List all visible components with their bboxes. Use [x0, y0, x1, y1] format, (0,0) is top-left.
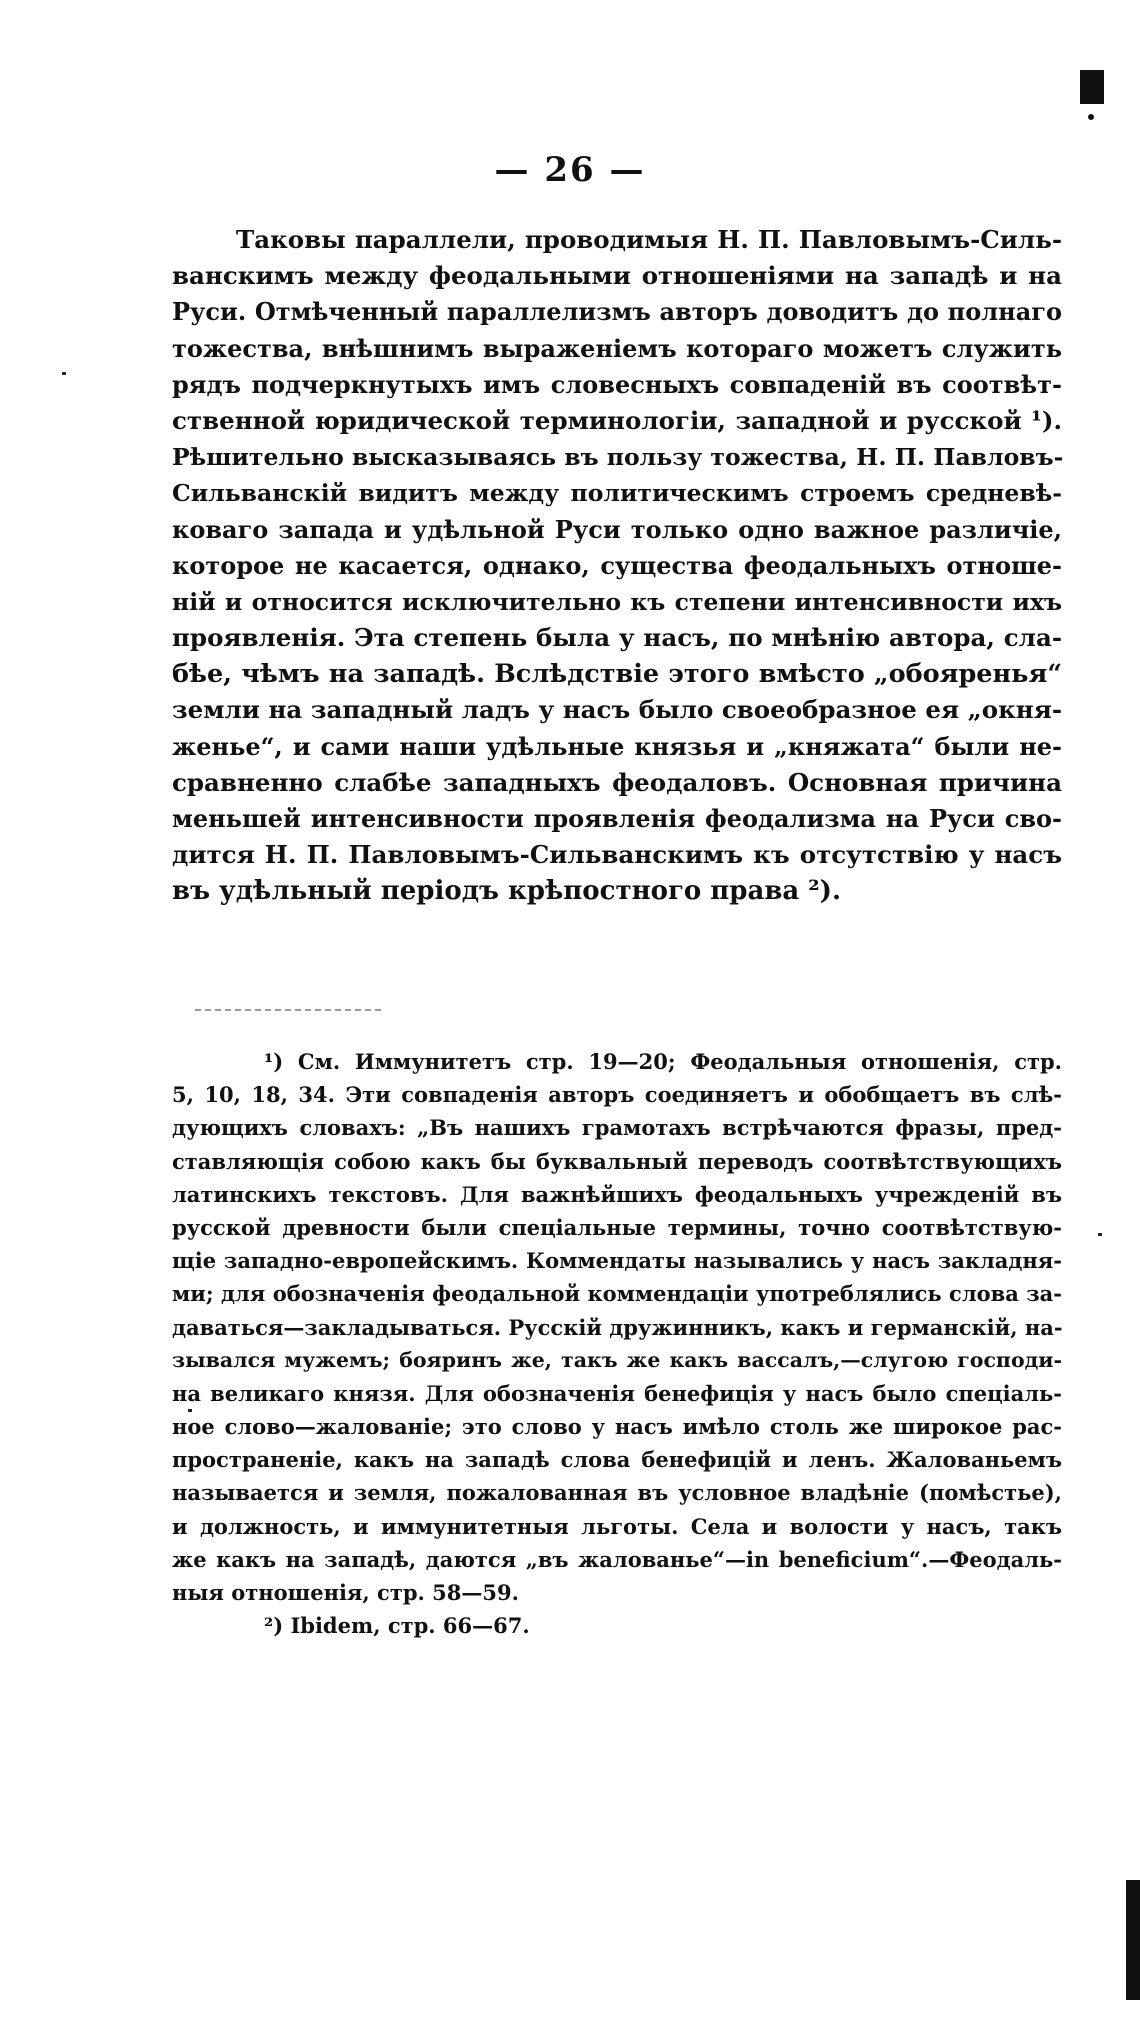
text-line: которое не касается, однако, существа феодальныхъ отноше-	[172, 550, 1062, 580]
main-paragraph	[172, 222, 1062, 910]
text-line: Таковы параллели, проводимыя Н. П. Павловымъ-Силь-	[236, 225, 1062, 254]
footnote-line: на великаго князя. Для обозначенія бенефиція у насъ было спеціаль-	[172, 1380, 1062, 1406]
footnote-line: ное слово—жалованіе; это слово у насъ имѣло столь же широкое рас-	[172, 1414, 1062, 1440]
footnote-line: зывался мужемъ; бояринъ же, такъ же какъ вассалъ,—слугою господи-	[172, 1347, 1062, 1372]
footnote-line: пространеніе, какъ на западѣ слова бенефицій и ленъ. Жалованьемъ	[172, 1447, 1062, 1473]
footnote-line: русской древности были спеціальные термины, точно соотвѣтствую-	[172, 1214, 1062, 1240]
text-line: дится Н. П. Павловымъ-Сильванскимъ къ отсутствію у насъ	[172, 840, 1062, 870]
footnote-line: ¹) См. Иммунитетъ стр. 19—20; Феодальныя отношенія, стр.	[264, 1049, 1062, 1074]
text-line: въ удѣльный періодъ крѣпостного права ²).	[172, 876, 842, 907]
text-line: рядъ подчеркнутыхъ имъ словесныхъ совпаденій въ соотвѣт-	[172, 369, 1062, 399]
text-line: проявленія. Эта степень была у насъ, по мнѣнію автора, сла-	[172, 623, 1062, 653]
text-line: ванскимъ между феодальными отношеніями на западѣ и на	[172, 261, 1062, 291]
footnote-line: ставляющія собою какъ бы буквальный переводъ соотвѣтствующихъ	[172, 1148, 1062, 1174]
text-line: коваго запада и удѣльной Руси только одно важное различіе,	[172, 514, 1062, 544]
text-line: тожества, внѣшнимъ выраженіемъ котораго можетъ служить	[172, 333, 1062, 363]
footnote-line: латинскихъ текстовъ. Для важнѣйшихъ феодальныхъ учрежденій въ	[172, 1181, 1062, 1207]
footnotes	[172, 1045, 1062, 1642]
footnote-line: ныя отношенія, стр. 58—59.	[172, 1580, 519, 1605]
text-line: сравненно слабѣе западныхъ феодаловъ. Основная причина	[172, 767, 1062, 797]
text-line: Рѣшительно высказываясь въ пользу тожества, Н. П. Павловъ-	[172, 443, 1064, 472]
scan-edge-mark	[1126, 1880, 1140, 2000]
text-line: ственной юридической терминологіи, западной и русской ¹).	[172, 405, 1062, 435]
scan-speck	[62, 372, 66, 375]
text-line: земли на западный ладъ у насъ было своеобразное ея „окня-	[172, 695, 1062, 725]
page-number: — 26 —	[494, 150, 646, 190]
scan-speck	[1098, 1233, 1102, 1236]
footnote-line: ²) Ibidem, стр. 66—67.	[264, 1613, 530, 1639]
text-line: ній и относится исключительно къ степени интенсивности ихъ	[172, 587, 1062, 616]
footnote-line: 5, 10, 18, 34. Эти совпаденія авторъ соединяетъ и обобщаетъ въ слѣ-	[172, 1082, 1062, 1108]
scan-edge-mark	[1080, 70, 1104, 104]
footnote-line: даваться—закладываться. Русскій дружинникъ, какъ и германскій, на-	[172, 1314, 1063, 1340]
footnote-line: называется и земля, пожалованная въ условное владѣніе (помѣстье),	[172, 1480, 1062, 1506]
footnote-separator	[195, 1009, 381, 1011]
footnote-line: дующихъ словахъ: „Въ нашихъ грамотахъ встрѣчаются фразы, пред-	[172, 1115, 1062, 1141]
text-line: женье“, и сами наши удѣльные князья и „княжата“ были не-	[172, 731, 1062, 761]
text-line: меньшей интенсивности проявленія феодализма на Руси сво-	[172, 804, 1062, 833]
text-line: бѣе, чѣмъ на западѣ. Вслѣдствіе этого вмѣсто „обояренья“	[172, 659, 1062, 690]
footnote-line: же какъ на западѣ, даются „въ жалованье“—in beneficium“.—Феодаль-	[172, 1546, 1062, 1572]
footnote-line: щіе западно-европейскимъ. Коммендаты назывались у насъ закладня-	[172, 1248, 1062, 1274]
footnote-line: ми; для обозначенія феодальной коммендаціи употреблялись слова за-	[172, 1281, 1062, 1307]
text-line: Сильванскій видитъ между политическимъ строемъ средневѣ-	[172, 479, 1062, 508]
text-line: Руси. Отмѣченный параллелизмъ авторъ доводитъ до полнаго	[172, 297, 1062, 327]
footnote-line: и должность, и иммунитетныя льготы. Села и волости у насъ, такъ	[172, 1513, 1062, 1539]
